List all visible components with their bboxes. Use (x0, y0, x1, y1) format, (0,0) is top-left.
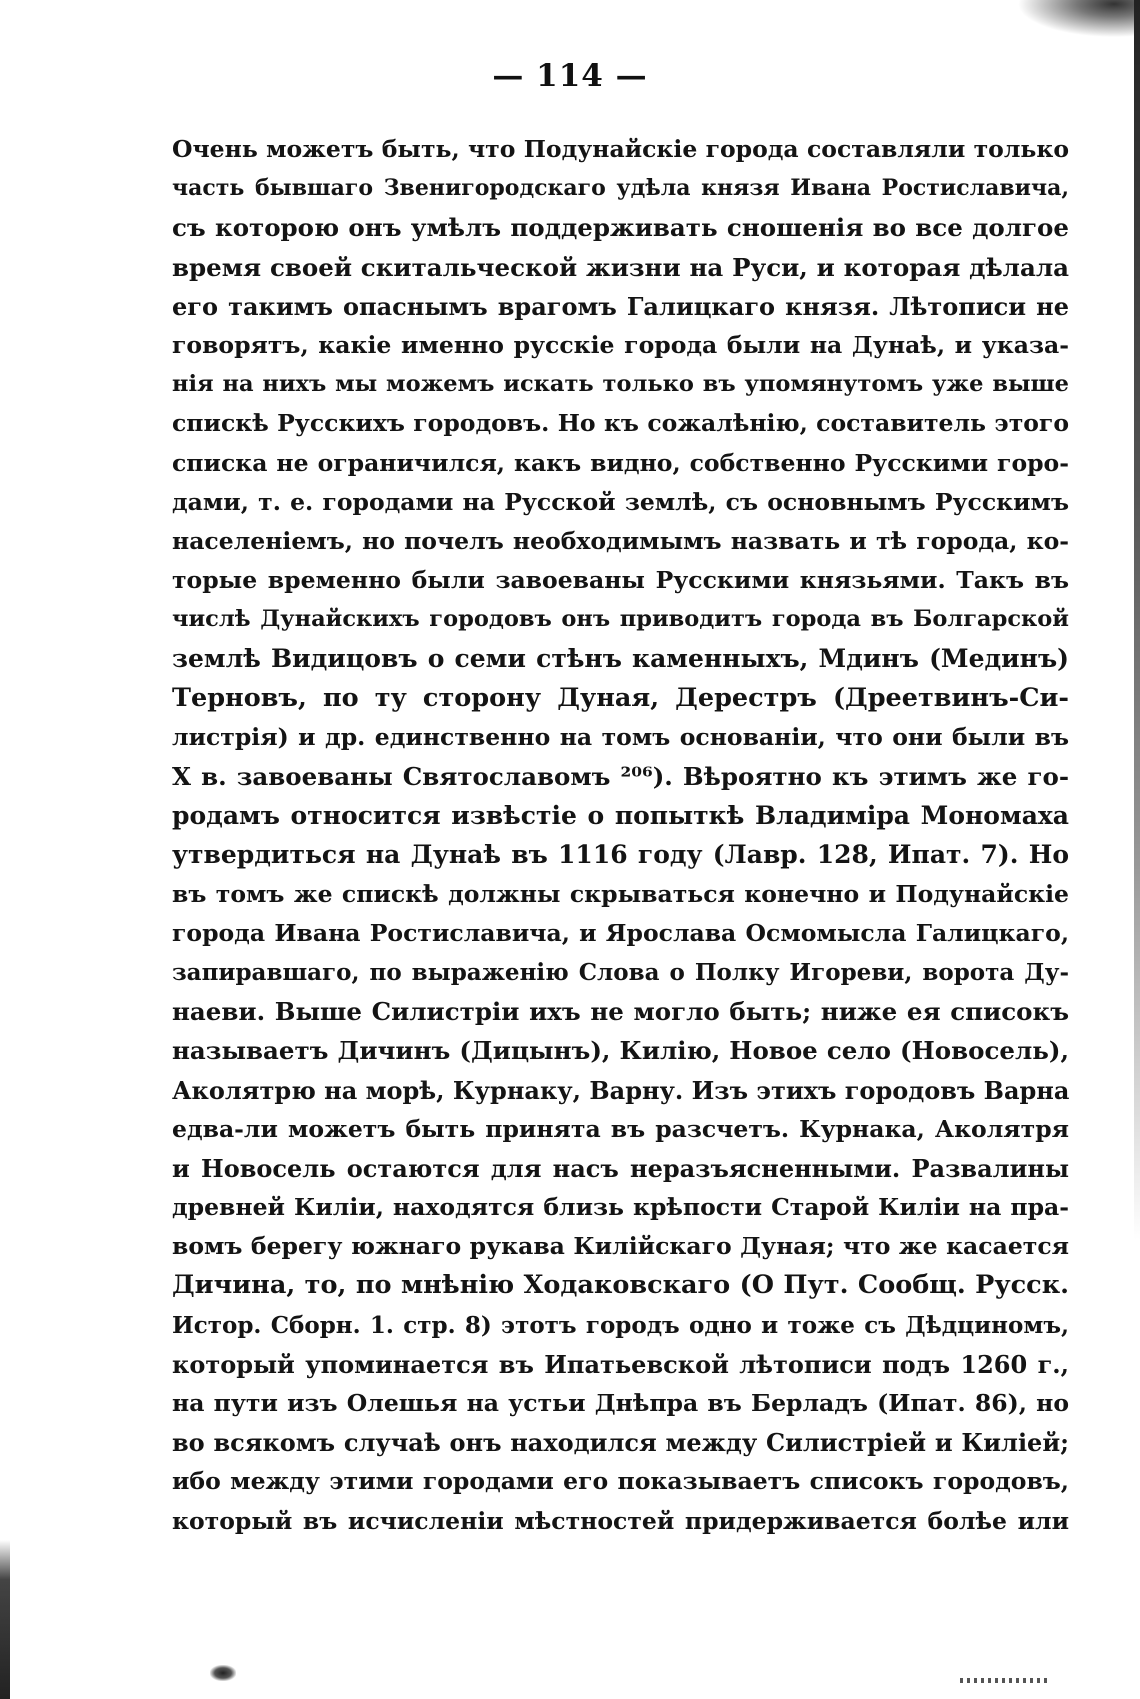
text-line: родамъ относится извѣстіе о попыткѣ Владиміра Мономаха (172, 801, 1069, 831)
text-line: во всякомъ случаѣ онъ находился между Силистріей и Киліей; (172, 1428, 1069, 1458)
text-line: его такимъ опаснымъ врагомъ Галицкаго князя. Лѣтописи не (172, 291, 1069, 321)
text-line: запиравшаго, по выраженію Слова о Полку Игореви, ворота Ду- (172, 958, 1069, 986)
text-line: Терновъ, по ту сторону Дуная, Дерестръ (Дреетвинъ-Си- (172, 682, 1069, 713)
text-line: время своей скитальческой жизни на Руси, и которая дѣлала (172, 252, 1069, 282)
text-line: Аколятрю на морѣ, Курнаку, Варну. Изъ этихъ городовъ Варна (172, 1075, 1069, 1105)
scan-artifact-dots (960, 1678, 1050, 1683)
text-line: X в. завоеваны Святославомъ ²⁰⁶). Вѣроятно къ этимъ же го- (172, 762, 1069, 791)
text-line: листрія) и др. единственно на томъ основаніи, что они были въ (172, 722, 1069, 751)
text-line: ибо между этими городами его показываетъ списокъ городовъ, (172, 1467, 1069, 1496)
text-line: называетъ Дичинъ (Дицынъ), Килію, Новое село (Новосель), (172, 1036, 1069, 1066)
body-text (172, 130, 1069, 1541)
text-line: вомъ берегу южнаго рукава Килійскаго Дуная; что же касается (172, 1232, 1069, 1261)
text-line: населеніемъ, но почелъ необходимымъ назвать и тѣ города, ко- (172, 526, 1069, 555)
text-line: древней Киліи, находятся близь крѣпости Старой Киліи на пра- (172, 1193, 1069, 1222)
text-line: Истор. Сборн. 1. стр. 8) этотъ городъ одно и тоже съ Дѣдциномъ, (172, 1311, 1069, 1339)
text-line: списка не ограничился, какъ видно, собственно Русскими горо- (172, 448, 1069, 477)
text-line: и Новосель остаются для насъ неразъясненными. Развалины (172, 1153, 1069, 1183)
text-line: числѣ Дунайскихъ городовъ онъ приводитъ города въ Болгарской (172, 606, 1069, 633)
scan-artifact-left-edge (0, 1540, 10, 1699)
scan-artifact-right-edge (1134, 0, 1140, 1240)
text-line: торые временно были завоеваны Русскими князьями. Такъ въ (172, 566, 1069, 595)
scan-artifact-smudge (210, 1665, 236, 1681)
text-line: землѣ Видицовъ о семи стѣнъ каменныхъ, Мдинъ (Мединъ) (172, 644, 1069, 674)
text-line: нія на нихъ мы можемъ искать только въ упомянутомъ уже выше (172, 371, 1069, 398)
text-line: наеви. Выше Силистріи ихъ не могло быть; ниже ея списокъ (172, 997, 1069, 1027)
text-line: въ томъ же спискѣ должны скрываться конечно и Подунайскіе (172, 879, 1069, 908)
text-line: на пути изъ Олешья на устьи Днѣпра въ Берладъ (Ипат. 86), но (172, 1389, 1069, 1417)
text-line: съ которою онъ умѣлъ поддерживать сношенія во все долгое (172, 213, 1069, 243)
text-line: часть бывшаго Звенигородскаго удѣла князя Ивана Ростиславича, (172, 175, 1069, 202)
text-line: едва-ли можетъ быть принята въ разсчетъ. Курнака, Аколятря (172, 1114, 1069, 1143)
text-line: Очень можетъ быть, что Подунайскіе города составляли только (172, 135, 1069, 163)
text-line: который упоминается въ Ипатьевской лѣтописи подъ 1260 г., (172, 1349, 1069, 1379)
text-line: города Ивана Ростиславича, и Ярослава Осмомысла Галицкаго, (172, 918, 1069, 947)
text-line: дами, т. е. городами на Русской землѣ, съ основнымъ Русскимъ (172, 487, 1069, 516)
text-line: утвердиться на Дунаѣ въ 1116 году (Лавр. 128, Ипат. 7). Но (172, 840, 1069, 870)
text-line: Дичина, то, по мнѣнію Ходаковскаго (О Пут. Сообщ. Русск. (172, 1270, 1069, 1301)
text-line: говорятъ, какіе именно русскіе города были на Дунаѣ, и указа- (172, 330, 1069, 359)
text-line: спискѣ Русскихъ городовъ. Но къ сожалѣнію, составитель этого (172, 409, 1069, 438)
page-number: — 114 — (492, 58, 648, 94)
text-line: который въ исчисленіи мѣстностей придерживается болѣе или (172, 1506, 1069, 1535)
scan-artifact-top-right (1010, 0, 1140, 40)
